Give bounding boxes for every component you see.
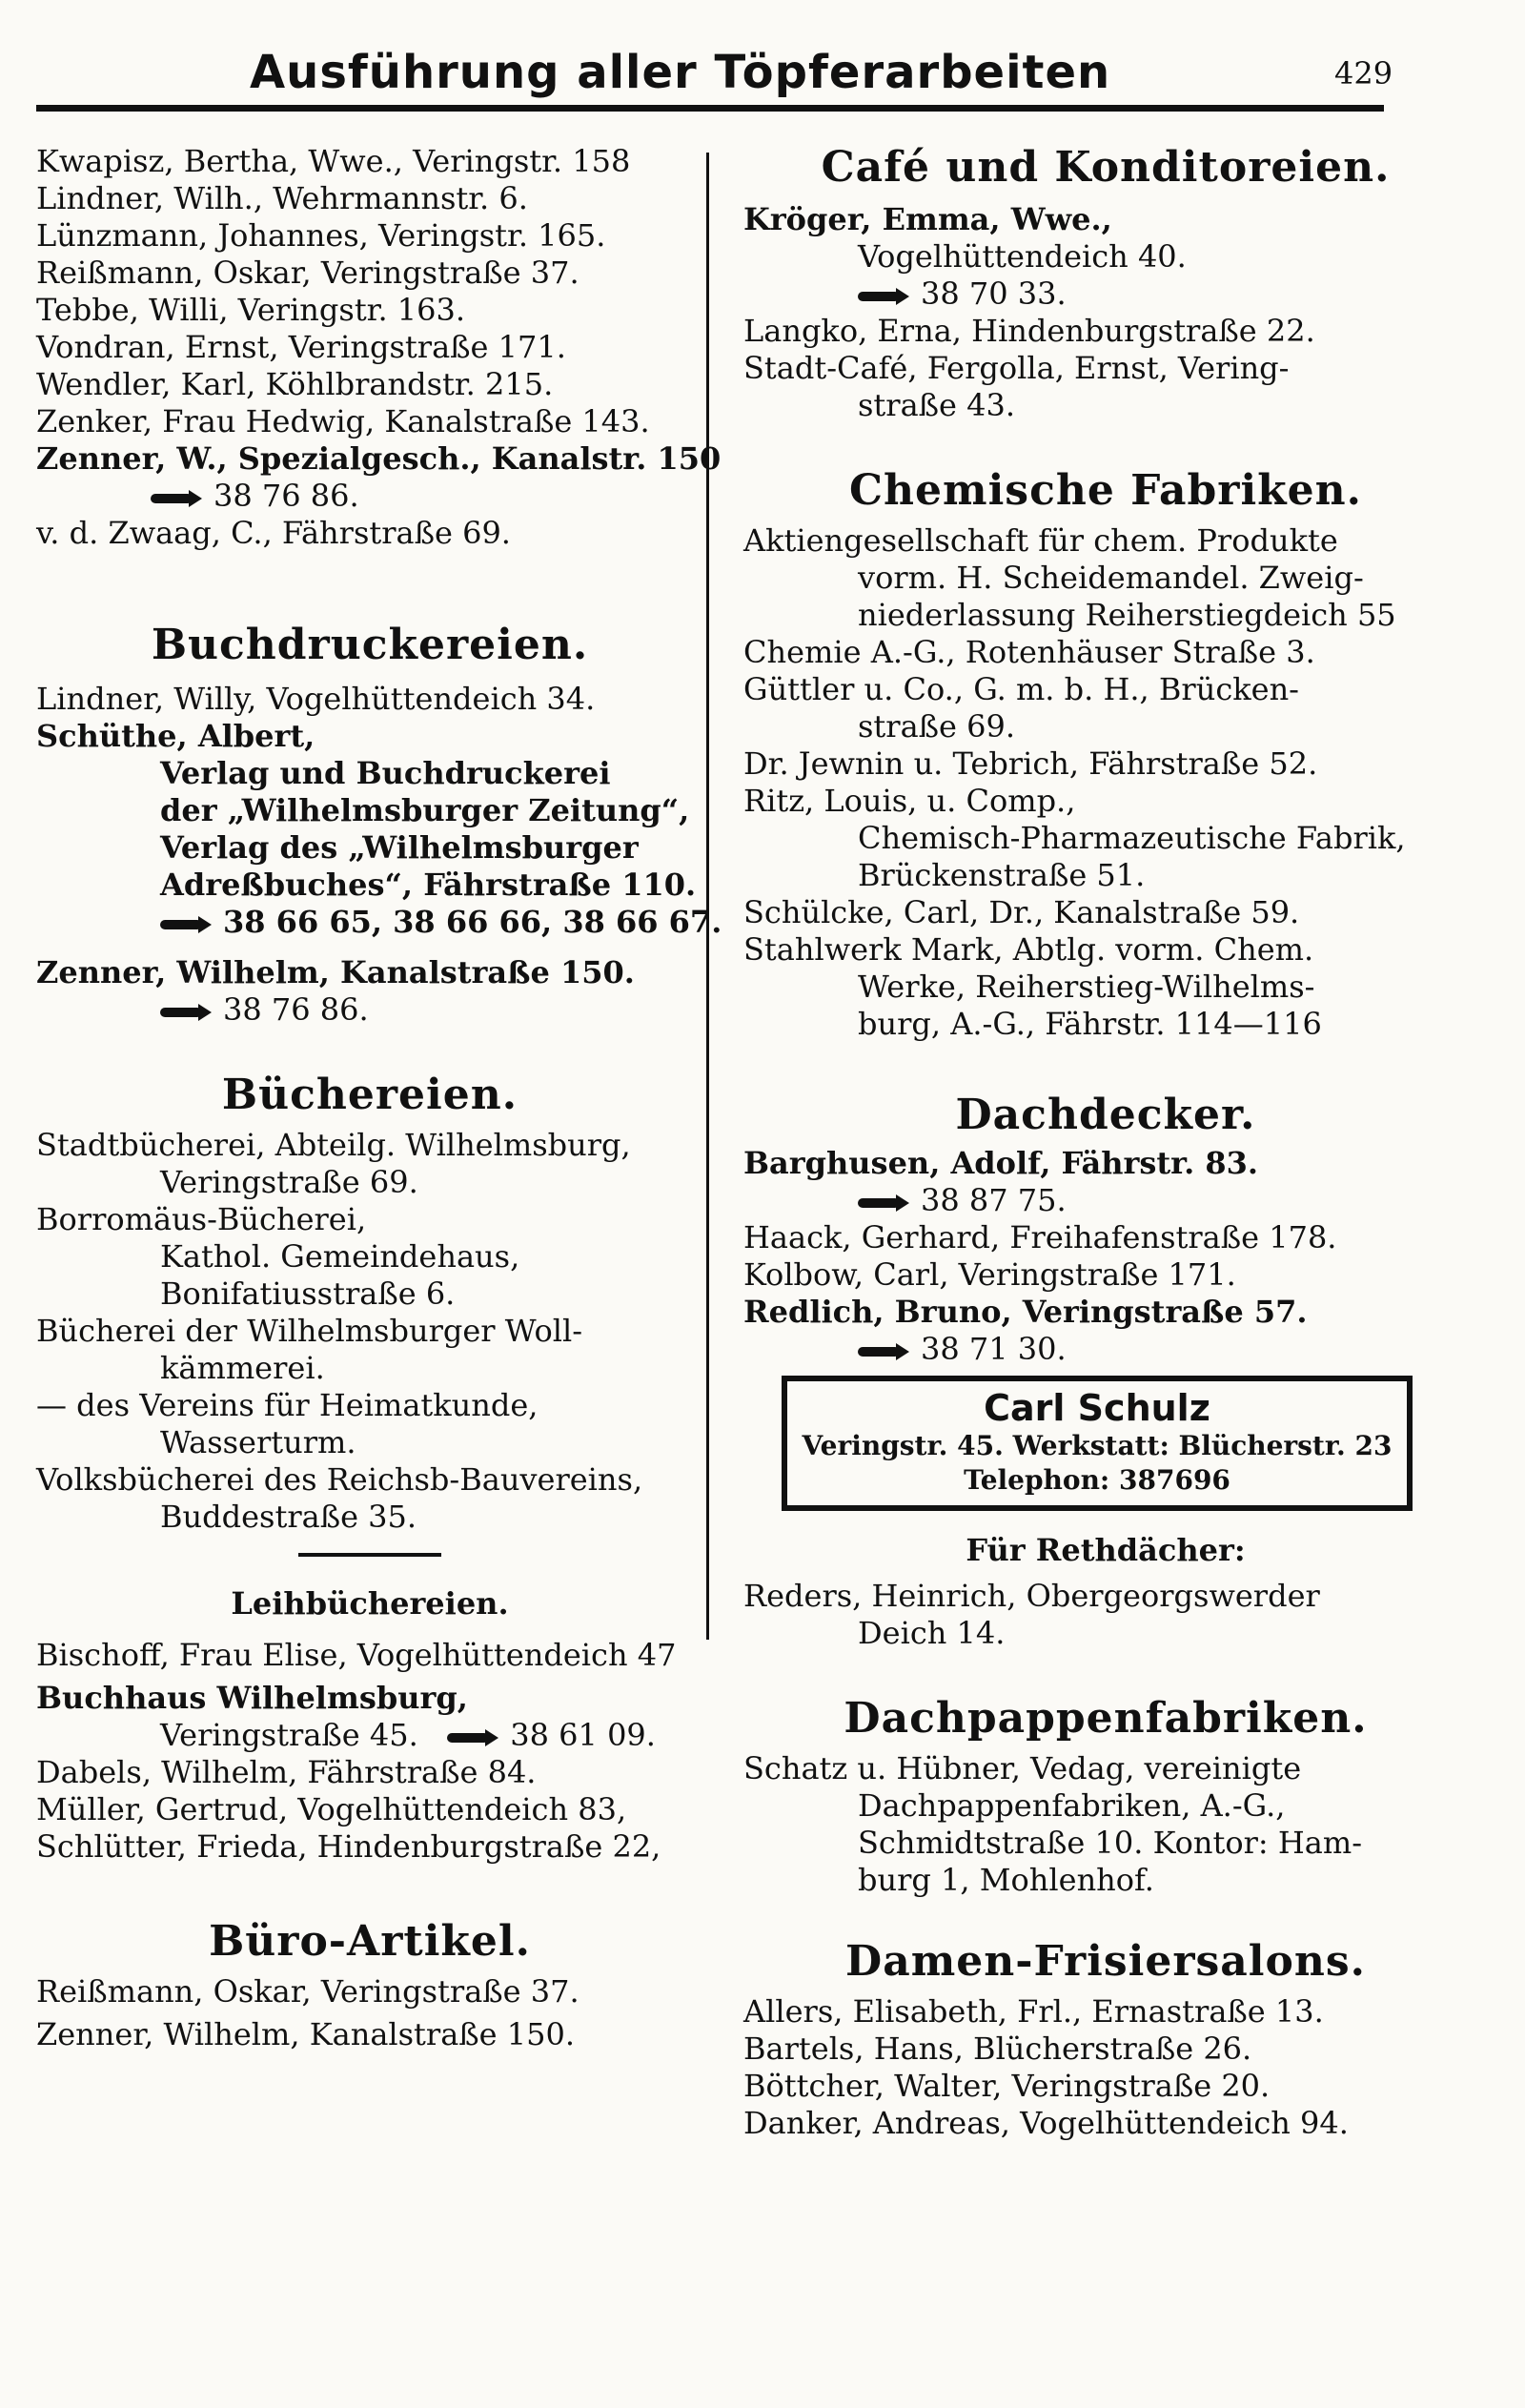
section-heading-chemische-fabriken: Chemische Fabriken.	[849, 466, 1362, 515]
right-column	[743, 143, 1468, 2142]
entry: Reders, Heinrich, Obergeorgswerder	[743, 1578, 1320, 1614]
entry: Stahlwerk Mark, Abtlg. vorm. Chem.	[743, 931, 1314, 968]
entry-bold: der „Wilhelmsburger Zeitung“,	[160, 792, 690, 828]
entry: Buddestraße 35.	[160, 1499, 417, 1535]
ad-phone-line: Telephon: 387696	[964, 1464, 1230, 1496]
telephone-icon	[447, 1728, 500, 1747]
entry: Schülcke, Carl, Dr., Kanalstraße 59.	[743, 894, 1300, 930]
telephone-icon	[858, 1342, 911, 1361]
entry: Dachpappenfabriken, A.-G.,	[858, 1787, 1286, 1824]
entry: niederlassung Reiherstiegdeich 55	[858, 597, 1396, 633]
section-heading-cafe: Café und Konditoreien.	[821, 143, 1391, 192]
phone-line	[36, 991, 703, 1029]
entry: Schatz u. Hübner, Vedag, vereinigte	[743, 1750, 1302, 1786]
entry: Schlütter, Frieda, Hindenburgstraße 22,	[36, 1828, 661, 1865]
phone-line	[36, 1717, 703, 1754]
telephone-icon	[151, 489, 204, 508]
entry: Chemisch-Pharmazeutische Fabrik,	[858, 820, 1406, 856]
section-heading-dachpappenfabriken: Dachpappenfabriken.	[844, 1694, 1368, 1743]
left-column	[36, 143, 722, 2053]
entry: burg, A.-G., Fährstr. 114—116	[858, 1006, 1322, 1042]
entry: Ritz, Louis, u. Comp.,	[743, 783, 1076, 819]
entry: Aktiengesellschaft für chem. Produkte	[743, 522, 1338, 559]
entry: Vogelhüttendeich 40.	[858, 238, 1187, 275]
entry: Allers, Elisabeth, Frl., Ernastraße 13.	[743, 1993, 1324, 2030]
entry-bold: Buchhaus Wilhelmsburg,	[36, 1680, 468, 1716]
phone-line	[36, 904, 722, 941]
entry: Brückenstraße 51.	[858, 857, 1146, 893]
telephone-icon	[160, 1003, 214, 1022]
entry: burg 1, Mohlenhof.	[858, 1862, 1154, 1898]
phone-number: 38 70 33.	[921, 275, 1067, 312]
phone-line	[743, 1182, 1468, 1219]
entry-bold: Redlich, Bruno, Veringstraße 57.	[743, 1294, 1308, 1330]
entry: Reißmann, Oskar, Veringstraße 37.	[36, 1973, 580, 2010]
telephone-icon	[160, 915, 214, 934]
entry: Böttcher, Walter, Veringstraße 20.	[743, 2068, 1271, 2104]
entry: Bonifatiusstraße 6.	[160, 1275, 456, 1312]
column-divider	[706, 153, 709, 1640]
entry: Lindner, Wilh., Wehrmannstr. 6.	[36, 180, 528, 216]
entry: Lindner, Willy, Vogelhüttendeich 34.	[36, 681, 596, 717]
phone-number: 38 71 30.	[921, 1331, 1067, 1367]
entry: Zenker, Frau Hedwig, Kanalstraße 143.	[36, 403, 650, 439]
section-heading-damen-frisiersalons: Damen-Frisiersalons.	[845, 1937, 1366, 1986]
entry: Langko, Erna, Hindenburgstraße 22.	[743, 313, 1315, 349]
phone-number: 38 87 75.	[921, 1182, 1067, 1218]
entry: v. d. Zwaag, C., Fährstraße 69.	[36, 515, 511, 551]
entry: Veringstraße 69.	[160, 1164, 418, 1200]
entry: Stadtbücherei, Abteilg. Wilhelmsburg,	[36, 1127, 631, 1163]
entry: Werke, Reiherstieg-Wilhelms-	[858, 969, 1315, 1005]
entry: Volksbücherei des Reichsb-Bauvereins,	[36, 1461, 643, 1498]
section-heading-dachdecker: Dachdecker.	[955, 1091, 1256, 1139]
phone-line	[743, 1331, 1468, 1368]
entry-bold: Zenner, W., Spezialgesch., Kanalstr. 150	[36, 440, 722, 477]
entry-address: Veringstraße 45.	[160, 1717, 418, 1753]
entry: — des Vereins für Heimatkunde,	[36, 1387, 539, 1423]
telephone-icon	[858, 287, 911, 306]
entry-bold: Verlag und Buchdruckerei	[160, 755, 611, 791]
entry: Tebbe, Willi, Veringstr. 163.	[36, 292, 466, 328]
entry: kämmerei.	[160, 1350, 325, 1386]
entry: Dabels, Wilhelm, Fährstraße 84.	[36, 1754, 537, 1790]
phone-line	[743, 275, 1468, 313]
header-rule	[36, 105, 1384, 112]
entry: Stadt-Café, Fergolla, Ernst, Vering-	[743, 350, 1290, 386]
advertisement-box	[782, 1376, 1413, 1511]
entry: Danker, Andreas, Vogelhüttendeich 94.	[743, 2105, 1349, 2141]
page-number: 429	[1334, 55, 1393, 92]
section-heading-buechereien: Büchereien.	[221, 1071, 518, 1119]
section-heading-rethdaecher: Für Rethdächer:	[966, 1532, 1246, 1568]
phone-number: 38 61 09.	[510, 1717, 656, 1753]
ad-company-name: Carl Schulz	[984, 1387, 1210, 1429]
entry: Bartels, Hans, Blücherstraße 26.	[743, 2030, 1252, 2067]
entry: Borromäus-Bücherei,	[36, 1201, 367, 1237]
phone-number: 38 76 86.	[214, 478, 359, 514]
entry: straße 43.	[858, 387, 1016, 423]
entry: Güttler u. Co., G. m. b. H., Brücken-	[743, 671, 1299, 707]
entry: vorm. H. Scheidemandel. Zweig-	[858, 560, 1364, 596]
entry: Schmidtstraße 10. Kontor: Ham-	[858, 1825, 1363, 1861]
entry: Bischoff, Frau Elise, Vogelhüttendeich 47	[36, 1637, 677, 1673]
entry: Zenner, Wilhelm, Kanalstraße 150.	[36, 2016, 576, 2052]
entry: Reißmann, Oskar, Veringstraße 37.	[36, 255, 580, 291]
entry: Kwapisz, Bertha, Wwe., Veringstr. 158	[36, 143, 631, 179]
section-heading-leihbuechereien: Leihbüchereien.	[231, 1585, 509, 1622]
section-heading-buchdruckereien: Buchdruckereien.	[151, 621, 589, 669]
entry: Müller, Gertrud, Vogelhüttendeich 83,	[36, 1791, 627, 1827]
entry-bold: Kröger, Emma, Wwe.,	[743, 201, 1112, 237]
entry: Dr. Jewnin u. Tebrich, Fährstraße 52.	[743, 745, 1318, 782]
entry-bold: Adreßbuches“, Fährstraße 110.	[160, 867, 697, 903]
telephone-icon	[858, 1194, 911, 1213]
entry: Kathol. Gemeindehaus,	[160, 1238, 520, 1275]
page-header-title: Ausführung aller Töpferarbeiten	[250, 46, 1111, 99]
entry: Chemie A.-G., Rotenhäuser Straße 3.	[743, 634, 1315, 670]
entry: Deich 14.	[858, 1615, 1006, 1651]
entry: Vondran, Ernst, Veringstraße 171.	[36, 329, 566, 365]
ad-address-line: Veringstr. 45. Werkstatt: Blücherstr. 23	[802, 1430, 1393, 1461]
section-heading-buero-artikel: Büro-Artikel.	[209, 1917, 531, 1966]
entry: Wasserturm.	[160, 1424, 356, 1460]
entry-bold: Schüthe, Albert,	[36, 718, 315, 754]
phone-number: 38 76 86.	[223, 991, 369, 1028]
entry: Kolbow, Carl, Veringstraße 171.	[743, 1256, 1236, 1293]
entry: Wendler, Karl, Köhlbrandstr. 215.	[36, 366, 554, 402]
entry: straße 69.	[858, 708, 1016, 745]
entry-bold: Zenner, Wilhelm, Kanalstraße 150.	[36, 954, 635, 990]
phone-number: 38 66 65, 38 66 66, 38 66 67.	[223, 904, 722, 940]
entry: Lünzmann, Johannes, Veringstr. 165.	[36, 217, 606, 254]
entry: Bücherei der Wilhelmsburger Woll-	[36, 1313, 583, 1349]
entry: Haack, Gerhard, Freihafenstraße 178.	[743, 1219, 1337, 1255]
entry-bold: Verlag des „Wilhelmsburger	[160, 829, 639, 866]
phone-line	[36, 478, 703, 515]
entry-bold: Barghusen, Adolf, Fährstr. 83.	[743, 1145, 1259, 1181]
